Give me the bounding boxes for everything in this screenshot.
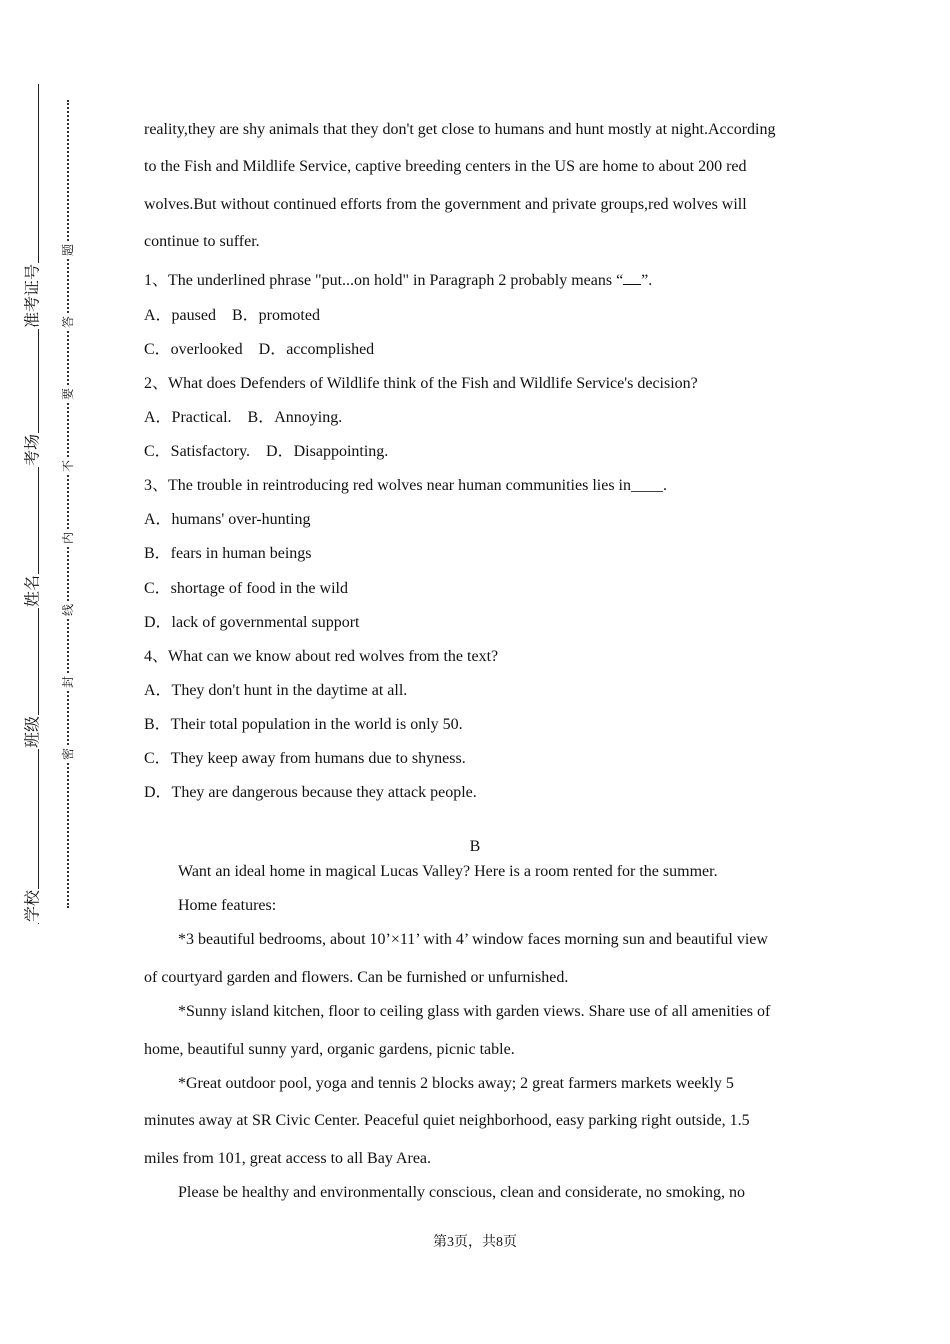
question-3-option-b: B．fears in human beings (144, 545, 312, 562)
question-4-option-c: C．They keep away from humans due to shyness. (144, 750, 466, 767)
seal-char: 题 (61, 243, 75, 257)
passage-b-line: home, beautiful sunny yard, organic gardens, picnic table. (144, 1041, 515, 1058)
binding-dotted-line (67, 100, 69, 908)
question-4-option-a: A．They don't hunt in the daytime at all. (144, 682, 408, 699)
question-4-stem: 4、What can we know about red wolves from the text? (144, 648, 499, 665)
passage-b-line: *3 beautiful bedrooms, about 10’×11’ with 4’ window faces morning sun and beautiful view (178, 931, 768, 948)
passage-b-line: *Great outdoor pool, yoga and tennis 2 blocks away; 2 great farmers markets weekly 5 (178, 1075, 734, 1092)
field-exam-room-label: 考场 (17, 433, 46, 467)
field-exam-id-label: 准考证号 (17, 263, 46, 329)
question-3-stem: 3、The trouble in reintroducing red wolves near human communities lies in____. (144, 477, 667, 494)
field-class-label: 班级 (17, 715, 46, 749)
seal-char: 内 (61, 531, 75, 545)
page-number-footer: 第3页，共8页 (433, 1235, 517, 1250)
passage-b-line: Home features: (178, 897, 277, 914)
question-1-stem-before: 1、The underlined phrase "put...on hold" in Paragraph 2 probably means “ (144, 272, 624, 289)
binding-solid-line (38, 84, 39, 924)
passage-b-line: Please be healthy and environmentally conscious, clean and considerate, no smoking, no (178, 1184, 745, 1201)
question-3-option-d: D．lack of governmental support (144, 614, 360, 631)
answer-blank (623, 272, 641, 285)
seal-char: 密 (61, 747, 75, 761)
passage-a-line: to the Fish and Mildlife Service, captive breeding centers in the US are home to about 200 red (144, 158, 747, 175)
field-name-label: 姓名 (17, 574, 46, 608)
question-2-options-ab: A．Practical. B．Annoying. (144, 409, 343, 426)
passage-b-line: miles from 101, great access to all Bay Area. (144, 1150, 432, 1167)
seal-char: 线 (61, 603, 75, 617)
passage-a-line: continue to suffer. (144, 233, 260, 250)
passage-b-line: minutes away at SR Civic Center. Peaceful quiet neighborhood, easy parking right outside, 1.5 (144, 1112, 750, 1129)
passage-a-line: wolves.But without continued efforts from the government and private groups,red wolves will (144, 196, 747, 213)
passage-b-line: *Sunny island kitchen, floor to ceiling glass with garden views. Share use of all amenities of (178, 1003, 771, 1020)
seal-char: 不 (61, 459, 75, 473)
section-b-heading: B (469, 838, 481, 855)
passage-b-line: Want an ideal home in magical Lucas Valley? Here is a room rented for the summer. (178, 863, 718, 880)
question-2-options-cd: C．Satisfactory. D．Disappointing. (144, 443, 389, 460)
question-1-stem-after: ”. (641, 272, 653, 289)
question-3-option-a: A．humans' over-hunting (144, 511, 311, 528)
question-4-option-d: D．They are dangerous because they attack people. (144, 784, 477, 801)
seal-char: 封 (61, 675, 75, 689)
question-1-stem (144, 267, 652, 290)
seal-char: 答 (61, 315, 75, 329)
question-4-option-b: B．Their total population in the world is only 50. (144, 716, 463, 733)
passage-b-line: of courtyard garden and flowers. Can be furnished or unfurnished. (144, 969, 569, 986)
field-school-label: 学校 (17, 889, 46, 923)
passage-a-line: reality,they are shy animals that they don't get close to humans and hunt mostly at night.According (144, 121, 776, 138)
question-2-stem: 2、What does Defenders of Wildlife think of the Fish and Wildlife Service's decision? (144, 375, 698, 392)
binding-margin (0, 0, 120, 1344)
question-1-options-cd: C．overlooked D．accomplished (144, 341, 375, 358)
question-3-option-c: C．shortage of food in the wild (144, 580, 348, 597)
seal-char: 要 (61, 387, 75, 401)
question-1-options-ab: A．paused B．promoted (144, 307, 320, 324)
